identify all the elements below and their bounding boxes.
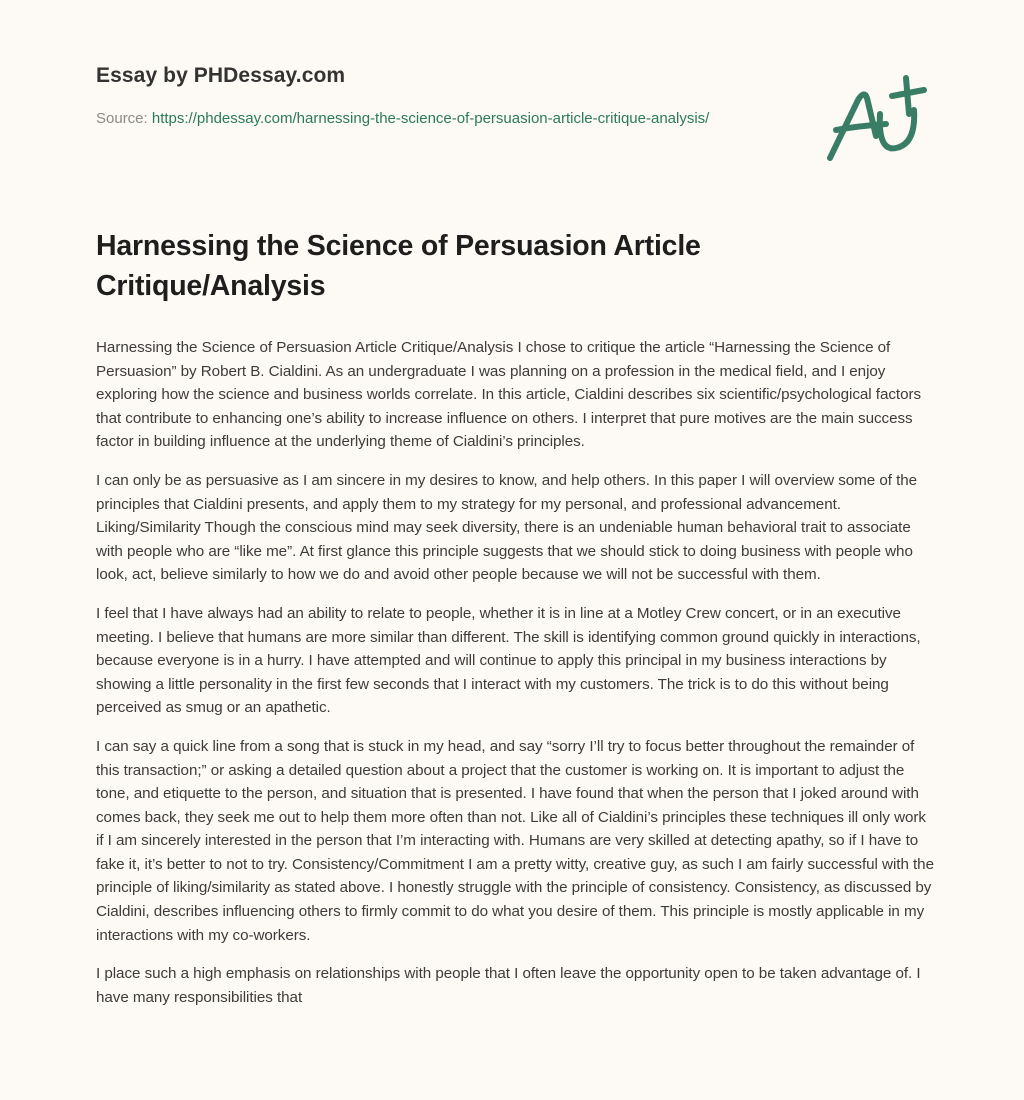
essay-paragraph: I can say a quick line from a song that is stuck in my head, and say “sorry I’ll try to focus better throughout the remainder of this transaction;” or asking a detailed question about a project that the customer is working on. It is important to adjust the tone, and etiquette to the person, and situation that is presented. I have found that when the person that I joked around with comes back, they seek me out to help them more often than not. Like all of Cialdini’s principles these techniques ill only work if I am sincerely interested in the person that I’m interacting with. Humans are very skilled at detecting apathy, so if I have to fake it, it’s better to not to try. Consistency/Commitment I am a pretty witty, creative guy, as such I am fairly successful with the principle of liking/similarity as stated above. I honestly struggle with the principle of consistency. Consistency, as discussed by Cialdini, describes influencing others to firmly commit to do what you desire of them. This principle is mostly applicable in my interactions with my co-workers. [96, 737, 934, 944]
source-link[interactable]: https://phdessay.com/harnessing-the-science-of-persuasion-article-critique-analysis/ [151, 110, 710, 127]
essay-paragraph: I place such a high emphasis on relationships with people that I often leave the opportunity open to be taken advantage of. I have many responsibilities that [96, 965, 921, 1006]
a-plus-grade-icon [818, 40, 933, 170]
source-label: Source: [96, 110, 152, 127]
site-title: Essay by PHDessay.com [96, 64, 346, 87]
essay-paragraph: I can only be as persuasive as I am sincere in my desires to know, and help others. In this paper I will overview some of the principles that Cialdini presents, and apply them to my strategy for my personal, and professional advancement. Liking/Similarity Though the conscious mind may seek diversity, there is an undeniable human behavioral trait to associate with people who are “like me”. At first glance this principle suggests that we should stick to doing business with people who look, act, believe similarly to how we do and avoid other people because we will not be successful with them. [96, 471, 918, 584]
essay-paragraph: Harnessing the Science of Persuasion Article Critique/Analysis I chose to critique the article “Harnessing the Science of Persuasion” by Robert B. Cialdini. As an undergraduate I was planning on a profession in the medical field, and I enjoy exploring how the science and business worlds correlate. In this article, Cialdini describes six scientific/psychological factors that contribute to enhancing one’s ability to increase influence on others. I interpret that pure motives are the main success factor in building influence at the underlying theme of Cialdini’s principles. [96, 339, 922, 451]
essay-paragraph: I feel that I have always had an ability to relate to people, whether it is in line at a Motley Crew concert, or in an executive meeting. I believe that humans are more similar than different. The skill is identifying common ground quickly in interactions, because everyone is in a hurry. I have attempted and will continue to apply this principal in my business interactions by showing a little personality in the first few seconds that I interact with my customers. The trick is to do this without being perceived as smug or an apathetic. [96, 604, 921, 717]
source-line [96, 108, 756, 130]
article-title: Harnessing the Science of Persuasion Article Critique/Analysis [96, 230, 701, 302]
page-header [96, 64, 756, 130]
essay-article [96, 226, 934, 1024]
